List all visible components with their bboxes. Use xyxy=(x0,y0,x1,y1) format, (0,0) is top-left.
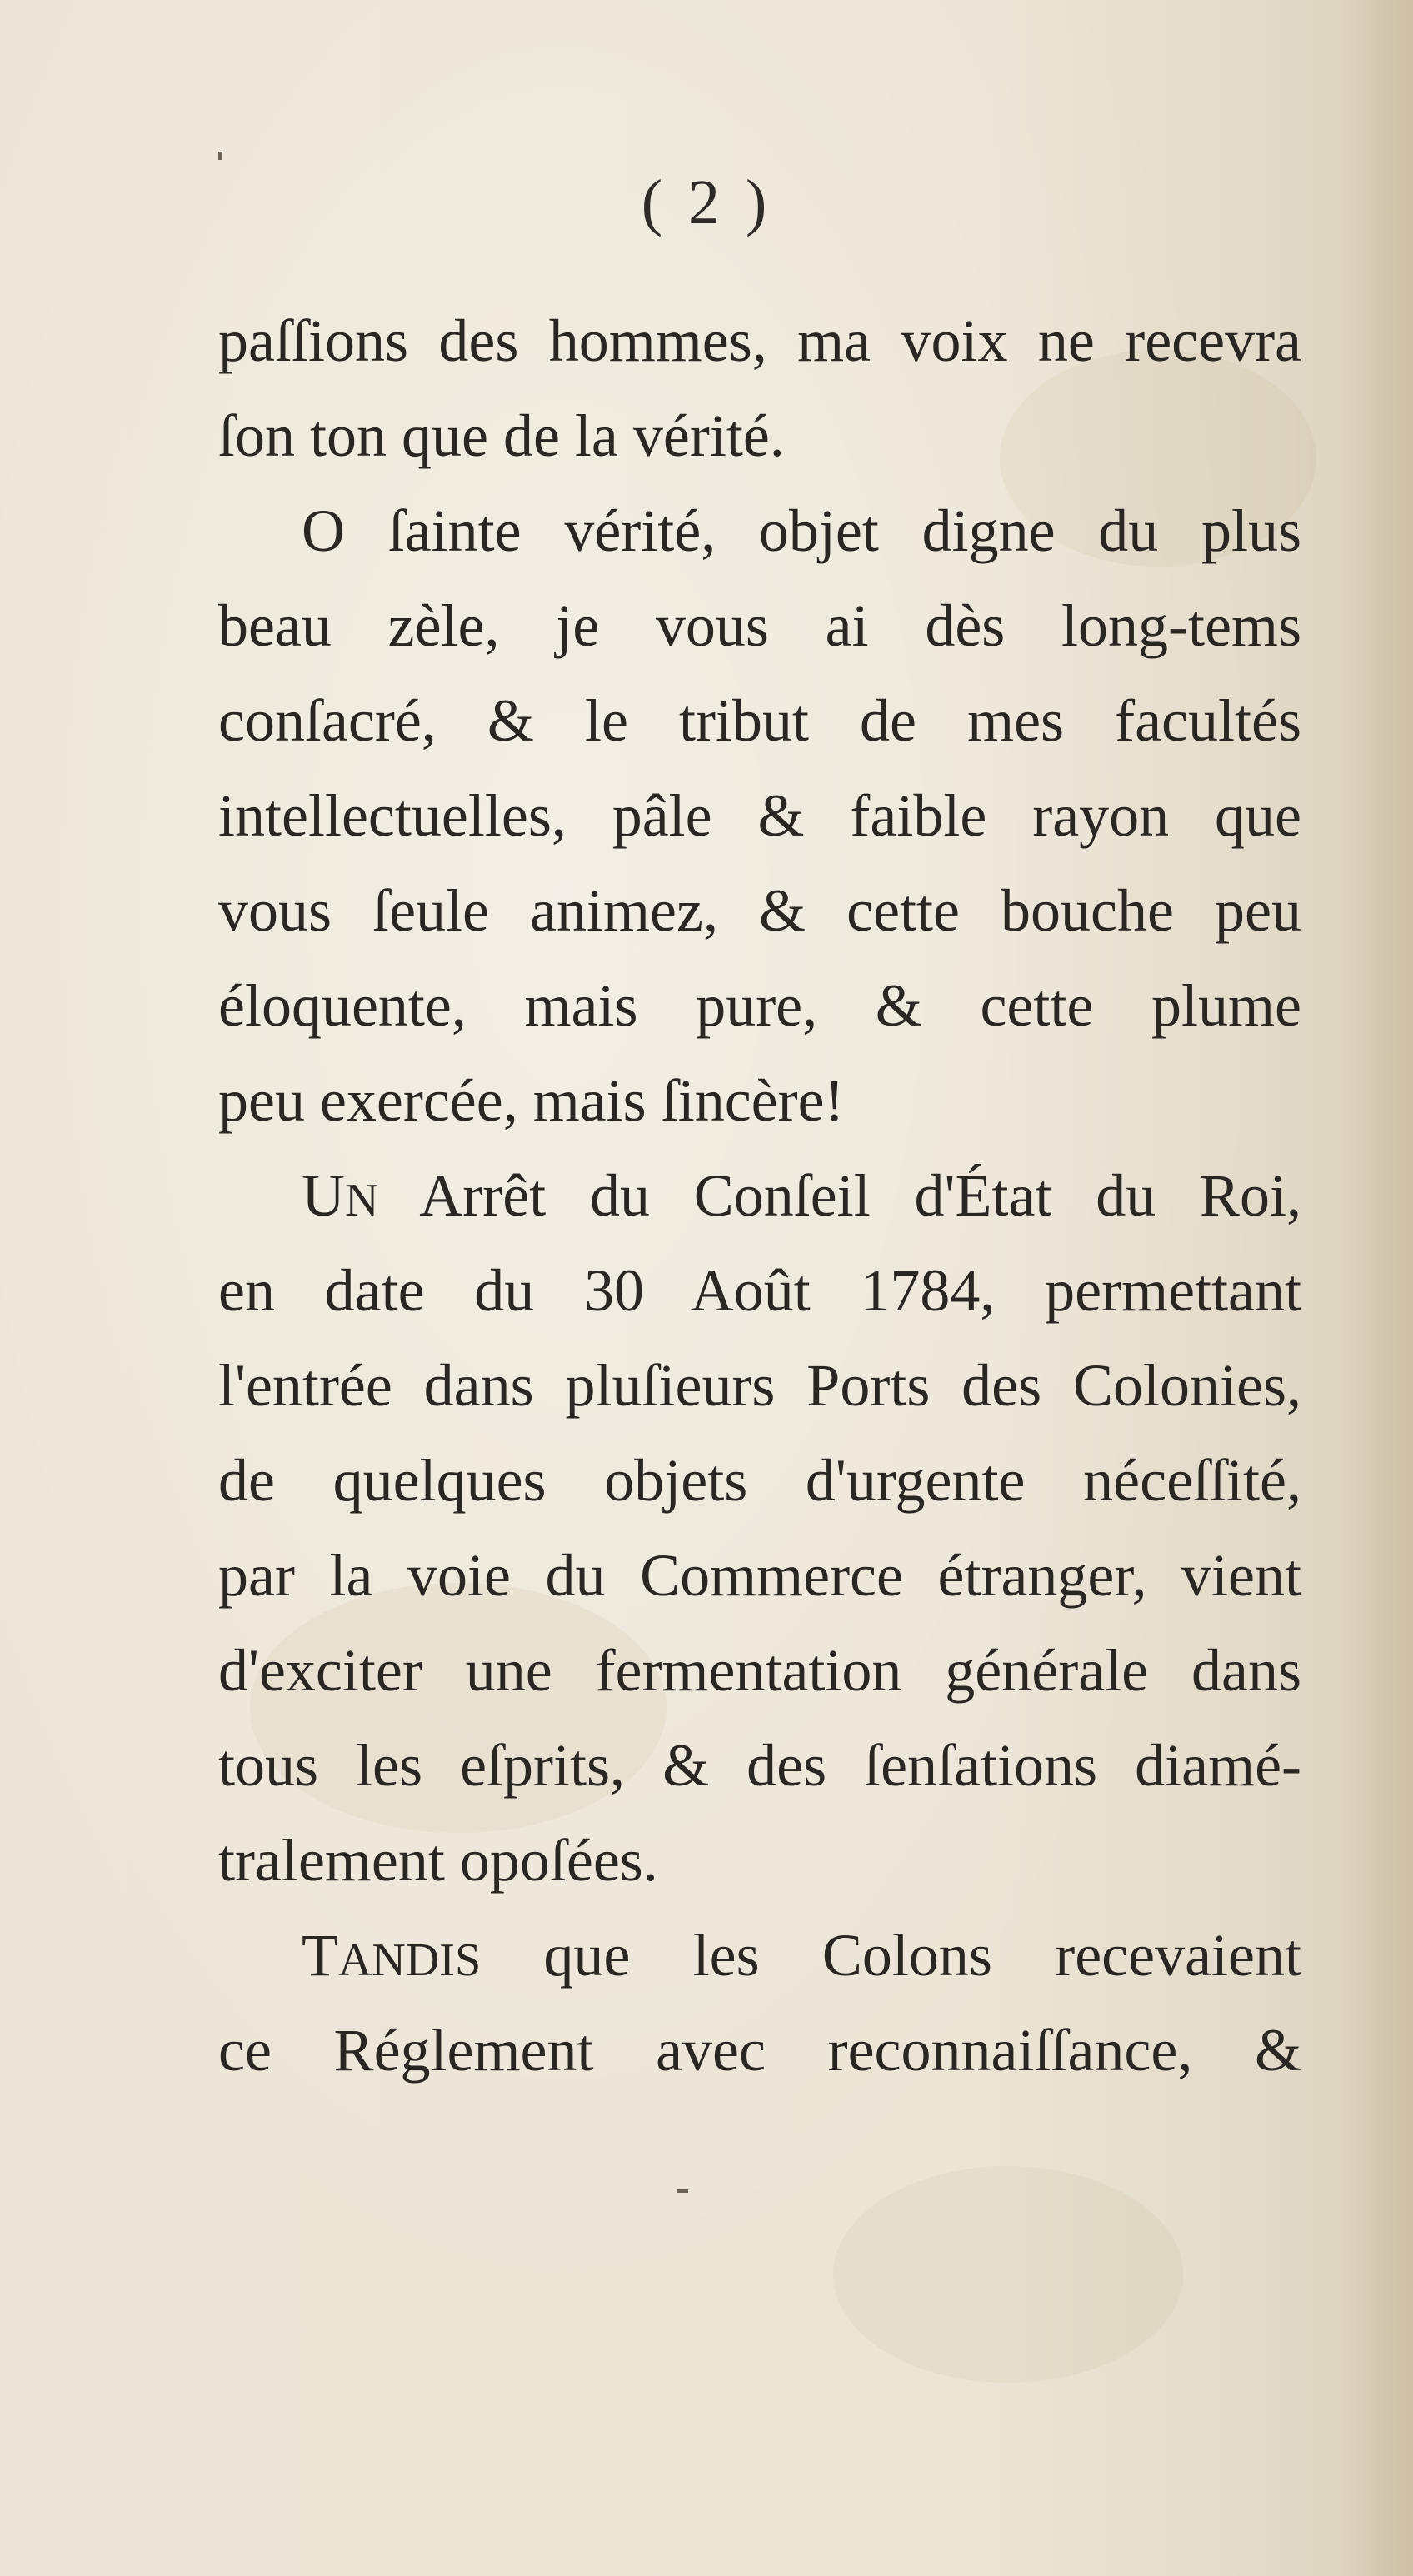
page-number: ( 2 ) xyxy=(641,167,772,237)
text-line: d'exciter une fermentation générale dans xyxy=(218,1637,1301,1704)
text-line: en date du 30 Août 1784, permettant xyxy=(218,1257,1301,1324)
text-line: de quelques objets d'urgente néceſſité, xyxy=(218,1447,1301,1514)
text-line: éloquente, mais pure, & cette plume xyxy=(218,972,1301,1039)
text-line: par la voie du Commerce étranger, vient xyxy=(218,1542,1301,1609)
text-line: tralement opoſées. xyxy=(218,1827,658,1894)
text-line: tous les eſprits, & des ſenſations diamé- xyxy=(218,1732,1301,1799)
page-edge-shadow xyxy=(1338,0,1413,2576)
text-line: intellectuelles, pâle & faible rayon que xyxy=(218,782,1301,849)
paper-stain xyxy=(833,2166,1183,2383)
text-line: peu exercée, mais ſincère! xyxy=(218,1067,845,1134)
text-line: l'entrée dans pluſieurs Ports des Colonies, xyxy=(218,1352,1301,1419)
text-line: conſacré, & le tribut de mes facultés xyxy=(218,687,1301,754)
ink-speck xyxy=(218,152,222,160)
text-line: beau zèle, je vous ai dès long-tems xyxy=(218,592,1301,659)
text-line: TANDIS que les Colons recevaient xyxy=(302,1922,1301,1989)
body-text xyxy=(218,293,1301,2098)
text-line: ſon ton que de la vérité. xyxy=(218,402,785,469)
text-line: paſſions des hommes, ma voix ne recevra xyxy=(218,307,1301,374)
text-line: ce Réglement avec reconnaiſſance, & xyxy=(218,2017,1301,2084)
ink-speck xyxy=(677,2189,688,2193)
text-line: UN Arrêt du Conſeil d'État du Roi, xyxy=(302,1162,1301,1229)
text-line: vous ſeule animez, & cette bouche peu xyxy=(218,877,1301,944)
text-line: O ſainte vérité, objet digne du plus xyxy=(302,497,1301,564)
